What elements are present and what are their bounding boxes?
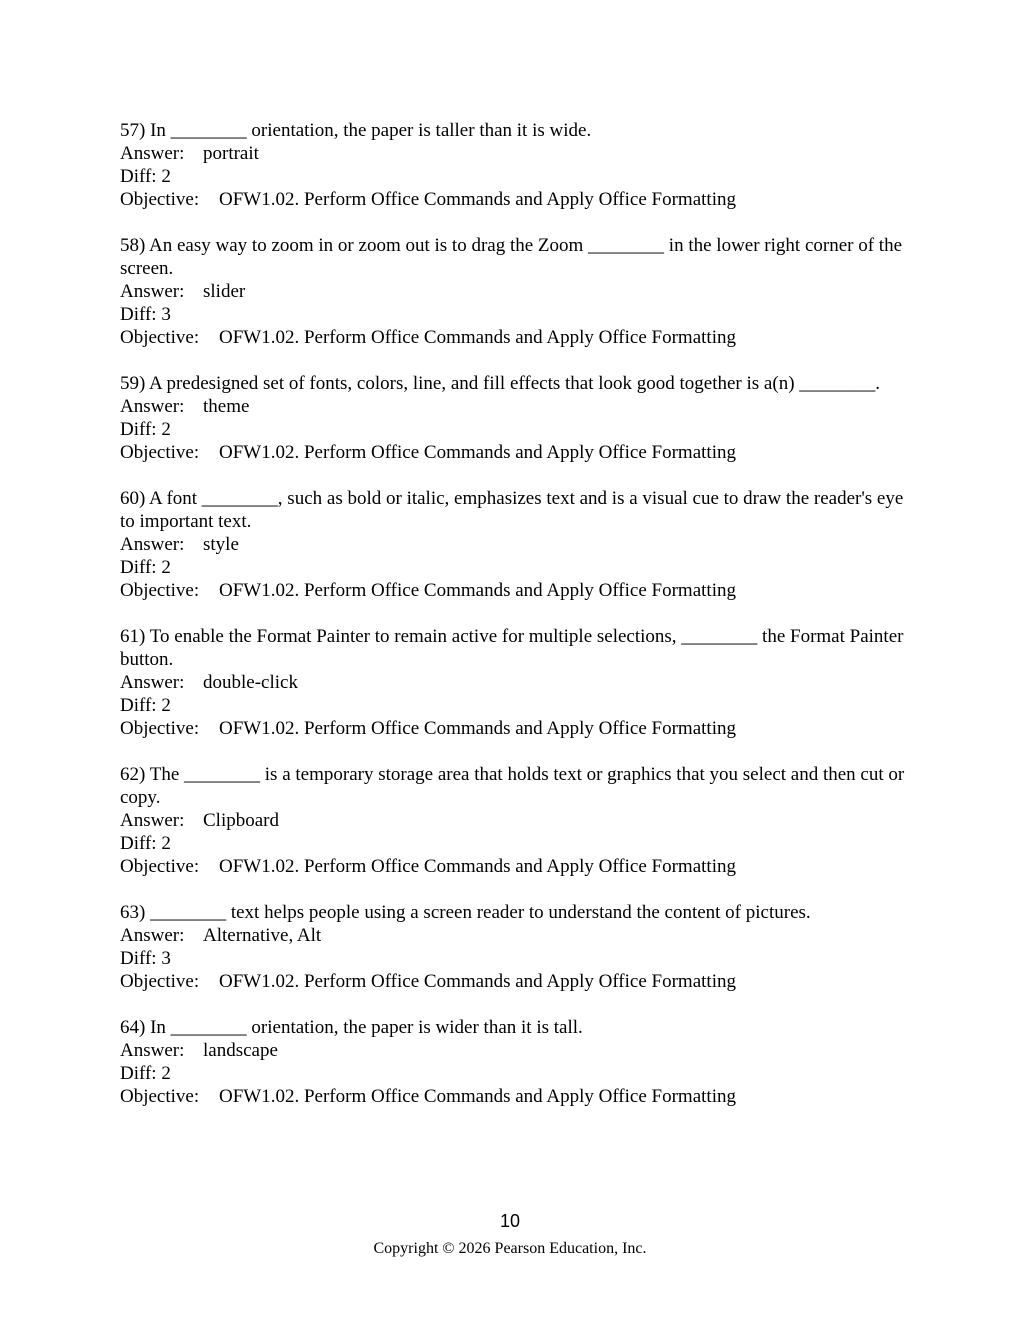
answer-label: Answer: xyxy=(120,925,185,946)
difficulty: Diff: 2 xyxy=(120,833,171,854)
question-text: 60) A font ________, such as bold or italic, emphasizes text and is a visual cue to draw the reader's eye to important text. xyxy=(120,488,904,532)
answer-label: Answer: xyxy=(120,281,185,302)
page-number: 10 xyxy=(499,1211,521,1231)
objective-value: OFW1.02. Perform Office Commands and Apply Office Formatting xyxy=(219,856,736,877)
answer-value: theme xyxy=(203,396,250,417)
objective-label: Objective: xyxy=(120,718,200,739)
objective-row xyxy=(120,717,905,740)
answer-value: portrait xyxy=(203,143,259,164)
question-60 xyxy=(120,487,905,602)
question-text: 59) A predesigned set of fonts, colors, line, and fill effects that look good together is a(n) ________. xyxy=(120,373,881,394)
objective-row xyxy=(120,326,905,349)
answer-label: Answer: xyxy=(120,1040,185,1061)
objective-value: OFW1.02. Perform Office Commands and Apply Office Formatting xyxy=(219,327,736,348)
answer-value: landscape xyxy=(203,1040,278,1061)
question-61 xyxy=(120,625,905,740)
answer-row xyxy=(120,809,905,832)
answer-row xyxy=(120,395,905,418)
question-64 xyxy=(120,1016,905,1108)
copyright-notice: Copyright © 2026 Pearson Education, Inc. xyxy=(373,1240,647,1257)
answer-row xyxy=(120,533,905,556)
question-62 xyxy=(120,763,905,878)
objective-row xyxy=(120,441,905,464)
answer-value: double-click xyxy=(203,672,298,693)
question-text: 57) In ________ orientation, the paper is taller than it is wide. xyxy=(120,120,592,141)
answer-row xyxy=(120,671,905,694)
difficulty: Diff: 3 xyxy=(120,304,171,325)
question-text: 64) In ________ orientation, the paper is wider than it is tall. xyxy=(120,1017,583,1038)
objective-value: OFW1.02. Perform Office Commands and Apply Office Formatting xyxy=(219,189,736,210)
objective-label: Objective: xyxy=(120,971,200,992)
question-57 xyxy=(120,119,905,211)
answer-label: Answer: xyxy=(120,396,185,417)
question-58 xyxy=(120,234,905,349)
question-text: 58) An easy way to zoom in or zoom out is to drag the Zoom ________ in the lower right corner of the screen. xyxy=(120,235,903,279)
answer-value: Clipboard xyxy=(203,810,279,831)
answer-label: Answer: xyxy=(120,143,185,164)
objective-label: Objective: xyxy=(120,442,200,463)
objective-label: Objective: xyxy=(120,189,200,210)
answer-row xyxy=(120,142,905,165)
answer-label: Answer: xyxy=(120,534,185,555)
answer-value: Alternative, Alt xyxy=(203,925,322,946)
objective-row xyxy=(120,1085,905,1108)
objective-label: Objective: xyxy=(120,1086,200,1107)
question-text: 62) The ________ is a temporary storage area that holds text or graphics that you select and then cut or copy. xyxy=(120,764,905,808)
objective-label: Objective: xyxy=(120,327,200,348)
answer-label: Answer: xyxy=(120,810,185,831)
difficulty: Diff: 2 xyxy=(120,1063,171,1084)
answer-row xyxy=(120,280,905,303)
answer-value: slider xyxy=(203,281,246,302)
objective-row xyxy=(120,579,905,602)
question-text: 63) ________ text helps people using a screen reader to understand the content of pictures. xyxy=(120,902,811,923)
objective-row xyxy=(120,188,905,211)
objective-row xyxy=(120,855,905,878)
question-text: 61) To enable the Format Painter to remain active for multiple selections, ________ the Format Painter button. xyxy=(120,626,904,670)
objective-label: Objective: xyxy=(120,856,200,877)
answer-row xyxy=(120,1039,905,1062)
difficulty: Diff: 2 xyxy=(120,166,171,187)
objective-value: OFW1.02. Perform Office Commands and Apply Office Formatting xyxy=(219,442,736,463)
answer-row xyxy=(120,924,905,947)
objective-value: OFW1.02. Perform Office Commands and Apply Office Formatting xyxy=(219,1086,736,1107)
difficulty: Diff: 2 xyxy=(120,419,171,440)
difficulty: Diff: 3 xyxy=(120,948,171,969)
objective-label: Objective: xyxy=(120,580,200,601)
objective-row xyxy=(120,970,905,993)
difficulty: Diff: 2 xyxy=(120,695,171,716)
answer-label: Answer: xyxy=(120,672,185,693)
objective-value: OFW1.02. Perform Office Commands and Apply Office Formatting xyxy=(219,580,736,601)
objective-value: OFW1.02. Perform Office Commands and Apply Office Formatting xyxy=(219,971,736,992)
question-59 xyxy=(120,372,905,464)
difficulty: Diff: 2 xyxy=(120,557,171,578)
answer-value: style xyxy=(203,534,239,555)
objective-value: OFW1.02. Perform Office Commands and Apply Office Formatting xyxy=(219,718,736,739)
question-list xyxy=(120,119,905,1131)
question-63 xyxy=(120,901,905,993)
